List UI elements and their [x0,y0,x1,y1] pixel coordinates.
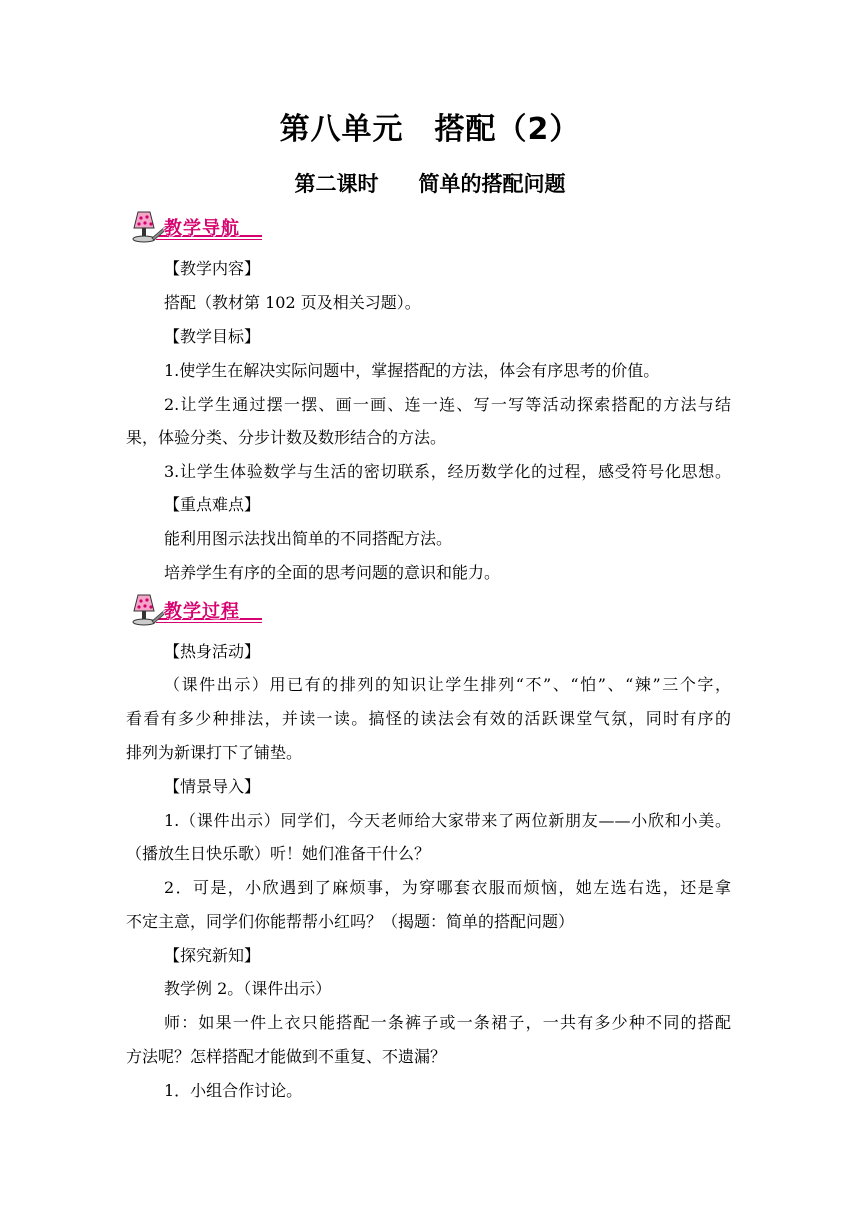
paragraph-goal2-line2: 果，体验分类、分步计数及数形结合的方法。 [126,428,447,447]
paragraph-warmup-line1: （课件出示）用已有的排列的知识让学生排列“不”、“怕”、“辣”三个字， [164,675,731,694]
paragraph-goal1: 1.使学生在解决实际问题中，掌握搭配的方法，体会有序思考的价值。 [164,361,660,380]
paragraph-content: 搭配（教材第 102 页及相关习题）。 [164,293,421,312]
lesson-number: 第二课时 [294,172,379,196]
section-label-guide: 教学导航 [164,218,240,239]
paragraph-example: 教学例 2。（课件出示） [164,979,332,998]
paragraph-warmup-line3: 排列为新课打下了铺垫。 [126,743,303,762]
heading-goals: 【教学目标】 [164,327,261,346]
paragraph-scene1-line2: （播放生日快乐歌）听！她们准备干什么？ [126,844,431,863]
lesson-topic: 简单的搭配问题 [418,172,566,196]
paragraph-teacher-line1: 师：如果一件上衣只能搭配一条裤子或一条裙子，一共有多少种不同的搭配 [164,1013,731,1032]
paragraph-scene1-line1: 1.（课件出示）同学们，今天老师给大家带来了两位新朋友——小欣和小美。 [164,811,731,830]
paragraph-step1: 1．小组合作讨论。 [164,1081,303,1100]
section-header-process [126,591,266,629]
paragraph-key2: 培养学生有序的全面的思考问题的意识和能力。 [164,563,501,582]
heading-key: 【重点难点】 [164,495,261,514]
paragraph-scene2-line1: 2．可是，小欣遇到了麻烦事，为穿哪套衣服而烦恼，她左选右选，还是拿 [164,878,731,897]
heading-content: 【教学内容】 [164,259,261,278]
heading-warmup: 【热身活动】 [164,642,261,661]
paragraph-warmup-line2: 看看有多少种排法，并读一读。搞怪的读法会有效的活跃课堂气氛，同时有序的 [126,709,731,728]
lesson-subtitle [0,168,860,198]
section-header-guide [126,208,266,246]
section-label-process: 教学过程 [164,601,240,622]
paragraph-goal2-line1: 2.让学生通过摆一摆、画一画、连一连、写一写等活动探索搭配的方法与结 [164,395,731,414]
heading-scene: 【情景导入】 [164,777,261,796]
heading-explore: 【探究新知】 [164,946,261,965]
paragraph-scene2-line2: 不定主意，同学们你能帮帮小红吗？（揭题：简单的搭配问题） [126,912,575,931]
paragraph-teacher-line2: 方法呢？怎样搭配才能做到不重复、不遗漏？ [126,1047,447,1066]
unit-title: 第八单元 搭配（2） [279,112,581,147]
paragraph-key1: 能利用图示法找出简单的不同搭配方法。 [164,529,453,548]
paragraph-goal3: 3.让学生体验数学与生活的密切联系，经历数学化的过程，感受符号化思想。 [164,462,731,481]
